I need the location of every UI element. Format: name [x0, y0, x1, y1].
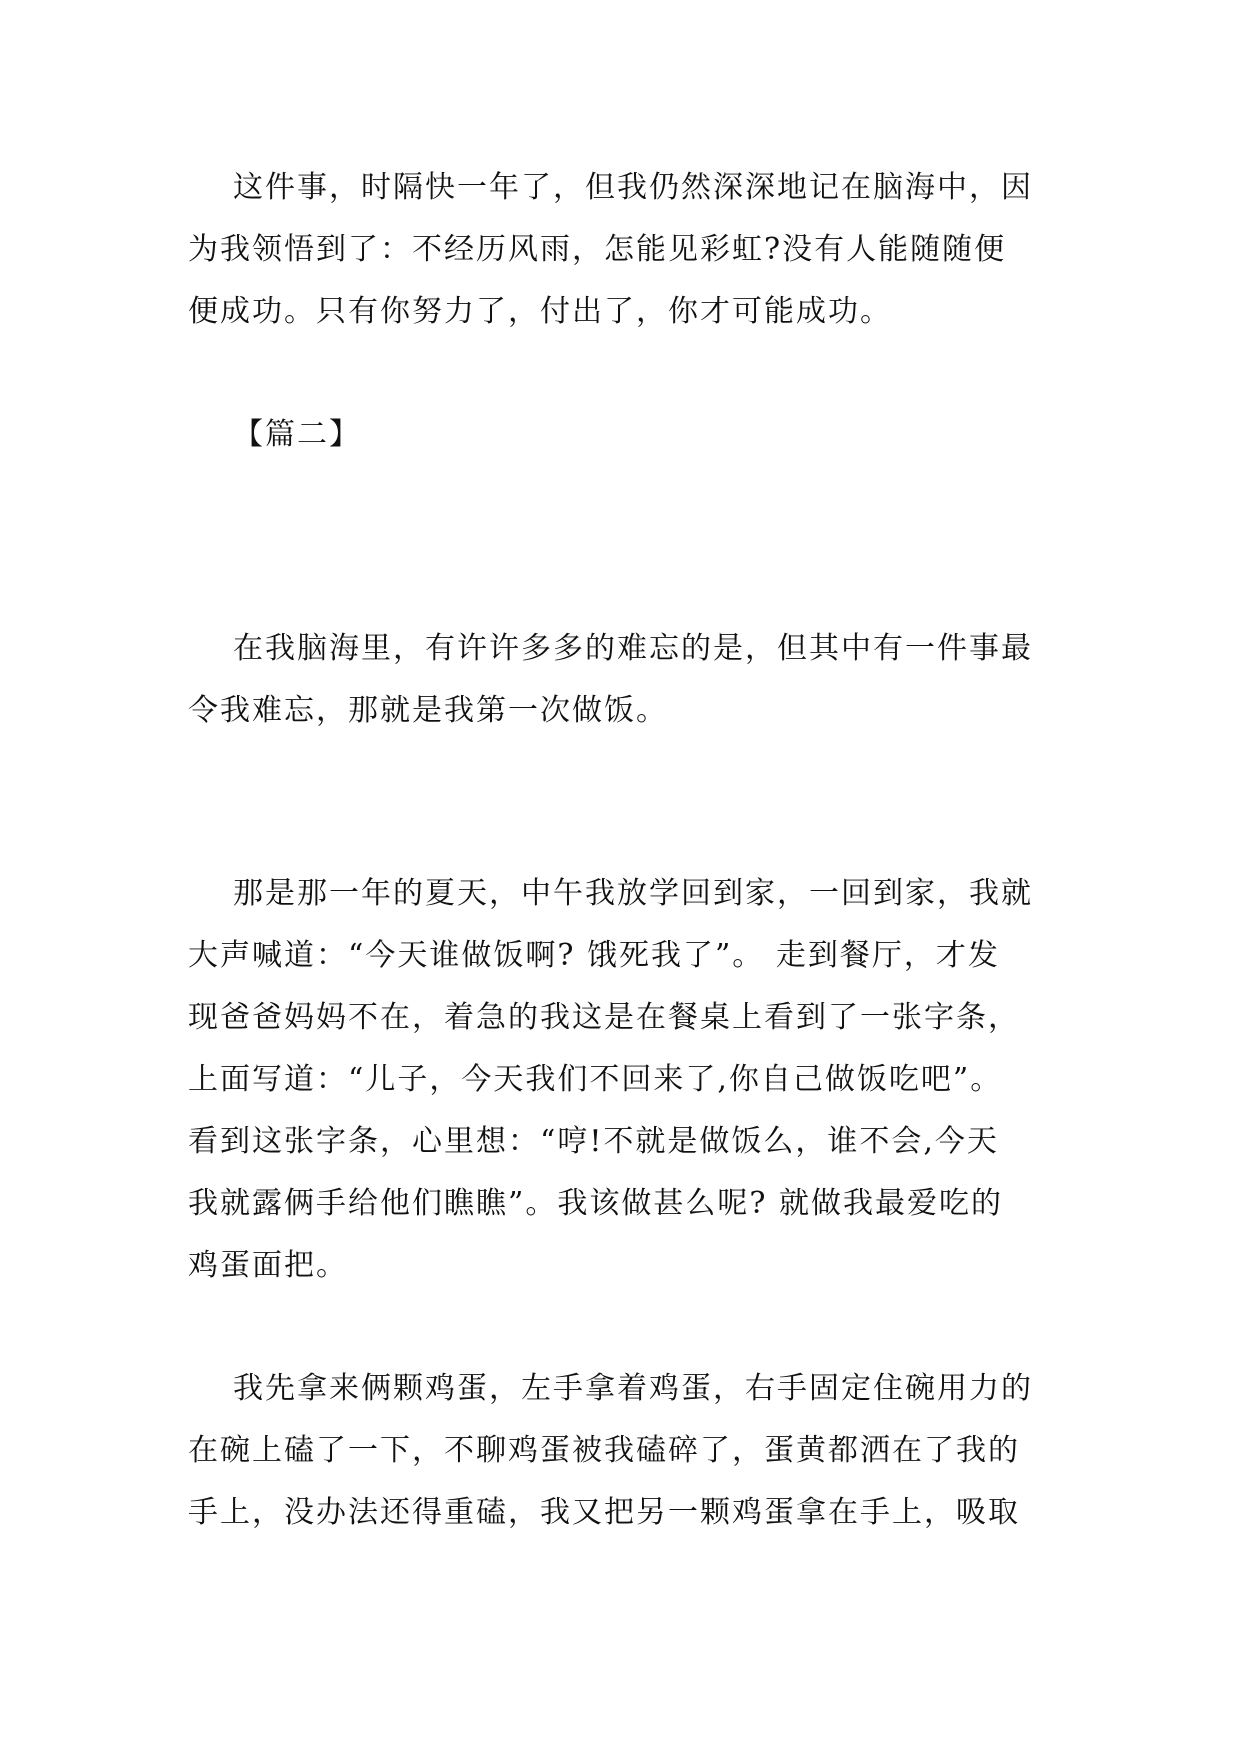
- paragraph-line: 便成功。只有你努力了，付出了，你才可能成功。: [188, 294, 892, 329]
- paragraph-1: [188, 157, 1054, 343]
- paragraph-line: 看到这张字条，心里想：“哼!不就是做饭么，谁不会,今天: [188, 1124, 999, 1159]
- paragraph-line: 在碗上磕了一下，不聊鸡蛋被我磕碎了，蛋黄都洒在了我的: [188, 1433, 1020, 1468]
- paragraph-line: 令我难忘，那就是我第一次做饭。: [188, 693, 668, 728]
- paragraph-2: [188, 618, 1054, 742]
- paragraph-line: 我就露俩手给他们瞧瞧”。我该做甚么呢? 就做我最爱吃的: [188, 1186, 1003, 1221]
- paragraph-line: 手上，没办法还得重磕，我又把另一颗鸡蛋拿在手上，吸取: [188, 1495, 1020, 1530]
- paragraph-4: [188, 1358, 1054, 1544]
- section-heading-block: [188, 404, 1054, 466]
- section-heading: 【篇二】: [233, 417, 361, 452]
- paragraph-line: 我先拿来俩颗鸡蛋，左手拿着鸡蛋，右手固定住碗用力的: [233, 1371, 1033, 1406]
- paragraph-line: 这件事，时隔快一年了，但我仍然深深地记在脑海中，因: [233, 170, 1033, 205]
- paragraph-3: [188, 863, 1054, 1297]
- paragraph-line: 鸡蛋面把。: [188, 1248, 348, 1283]
- paragraph-line: 上面写道：“儿子，今天我们不回来了,你自己做饭吃吧”。: [188, 1062, 1003, 1097]
- paragraph-line: 那是那一年的夏天，中午我放学回到家，一回到家，我就: [233, 876, 1033, 911]
- paragraph-line: 在我脑海里，有许许多多的难忘的是，但其中有一件事最: [233, 631, 1033, 666]
- paragraph-line: 大声喊道：“今天谁做饭啊? 饿死我了”。 走到餐厅，才发: [188, 938, 1000, 973]
- paragraph-line: 为我领悟到了：不经历风雨，怎能见彩虹?没有人能随随便: [188, 232, 1007, 267]
- paragraph-line: 现爸爸妈妈不在，着急的我这是在餐桌上看到了一张字条，: [188, 1000, 1020, 1035]
